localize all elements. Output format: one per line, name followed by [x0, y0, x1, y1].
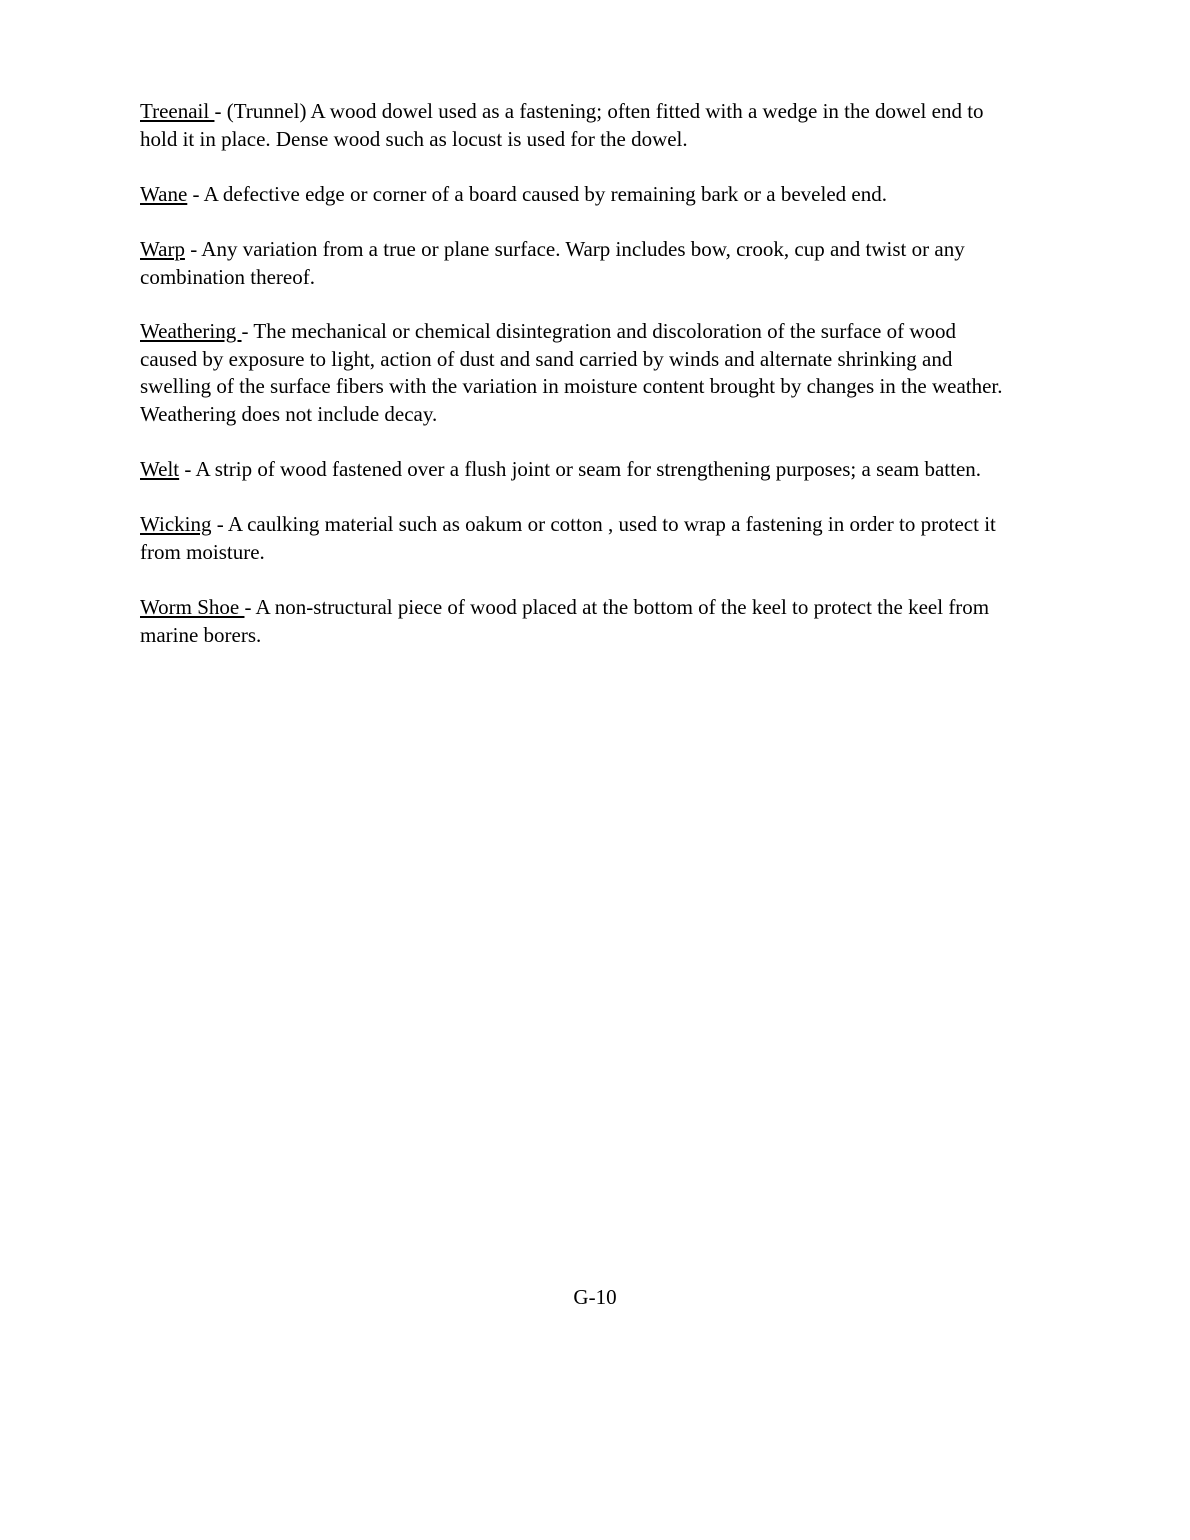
glossary-term: Weathering [140, 319, 242, 343]
glossary-term: Welt [140, 457, 180, 481]
glossary-term: Wane [140, 182, 188, 206]
glossary-term: Wicking [140, 512, 212, 536]
page-number: G-10 [573, 1285, 617, 1309]
glossary-term: Warp [140, 237, 185, 261]
glossary-definition: - A strip of wood fastened over a flush joint or seam for strengthening purposes; a seam batten. [179, 457, 982, 481]
glossary-entry-worm-shoe [140, 594, 989, 649]
glossary-entry-wane [140, 181, 887, 209]
glossary-definition: - A caulking material such as oakum or cotton , used to wrap a fastening in order to protect it from moisture. [140, 512, 996, 564]
glossary-definition: - A defective edge or corner of a board caused by remaining bark or a beveled end. [187, 182, 887, 206]
glossary-entry-weathering [140, 318, 1003, 428]
glossary-definition: - The mechanical or chemical disintegration and discoloration of the surface of wood caused by exposure to light, action of dust and sand carried by winds and alternate shrinking and swelling of the surface fibers with the variation in moisture content brought by changes in the weather. Weathering does not include decay. [140, 319, 1003, 426]
glossary-entry-wicking [140, 511, 996, 566]
glossary-entry-warp [140, 236, 965, 291]
glossary-term: Worm Shoe [140, 595, 245, 619]
glossary-entry-welt [140, 456, 981, 484]
glossary-definition: - Any variation from a true or plane surface. Warp includes bow, crook, cup and twist or any combination thereof. [140, 237, 965, 289]
glossary-definition: - (Trunnel) A wood dowel used as a fastening; often fitted with a wedge in the dowel end to hold it in place. Dense wood such as locust is used for the dowel. [140, 99, 984, 151]
glossary-entry-treenail [140, 98, 984, 153]
glossary-term: Treenail [140, 99, 215, 123]
glossary-definition: - A non-structural piece of wood placed at the bottom of the keel to protect the keel from marine borers. [140, 595, 990, 647]
